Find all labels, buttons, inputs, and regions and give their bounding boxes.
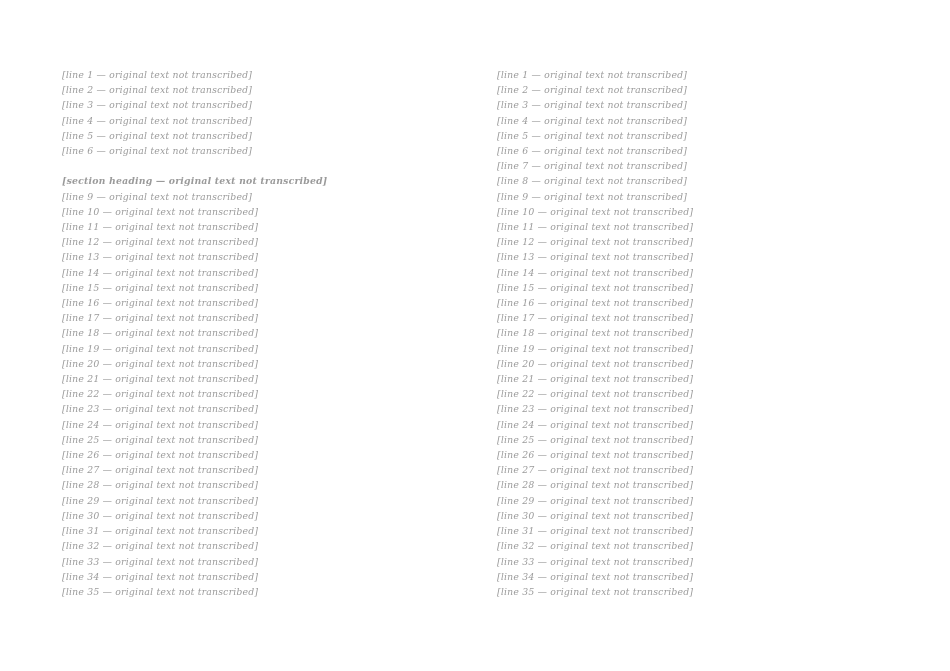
text-line: [line 34 — original text not transcribed] [497, 571, 694, 583]
text-line: [line 33 — original text not transcribed] [62, 556, 259, 568]
text-line: [line 31 — original text not transcribed] [62, 526, 259, 538]
text-line: [line 24 — original text not transcribed] [62, 419, 259, 431]
text-line: [line 7 — original text not transcribed] [497, 161, 688, 173]
left-column [62, 68, 463, 651]
text-line: [line 15 — original text not transcribed] [62, 282, 259, 294]
text-line: [line 9 — original text not transcribed] [497, 191, 688, 203]
text-line: [line 13 — original text not transcribed] [62, 252, 259, 264]
text-line: [line 17 — original text not transcribed] [62, 313, 259, 325]
text-line: [line 11 — original text not transcribed] [497, 222, 694, 234]
text-line: [line 12 — original text not transcribed] [62, 237, 259, 249]
text-line: [line 2 — original text not transcribed] [497, 85, 688, 97]
text-line: [line 26 — original text not transcribed] [497, 450, 694, 462]
text-line: [line 13 — original text not transcribed] [497, 252, 694, 264]
text-line: [line 24 — original text not transcribed] [497, 419, 694, 431]
text-line: [line 18 — original text not transcribed] [62, 328, 259, 340]
text-line: [line 3 — original text not transcribed] [62, 100, 253, 112]
text-line: [line 29 — original text not transcribed] [62, 495, 259, 507]
text-line: [line 5 — original text not transcribed] [497, 130, 688, 142]
text-line: [line 31 — original text not transcribed] [497, 526, 694, 538]
text-line: [line 34 — original text not transcribed] [62, 571, 259, 583]
section-heading: [section heading — original text not transcribed] [62, 176, 328, 188]
text-line: [line 32 — original text not transcribed] [62, 541, 259, 553]
text-line: [line 28 — original text not transcribed] [62, 480, 259, 492]
text-line: [line 33 — original text not transcribed] [497, 556, 694, 568]
text-line: [line 19 — original text not transcribed] [497, 343, 694, 355]
text-line: [line 22 — original text not transcribed] [497, 389, 694, 401]
text-line: [line 16 — original text not transcribed] [62, 298, 259, 310]
text-line: [line 2 — original text not transcribed] [62, 85, 253, 97]
text-line: [line 35 — original text not transcribed] [62, 586, 259, 598]
text-line: [line 6 — original text not transcribed] [62, 146, 253, 158]
text-line: [line 27 — original text not transcribed] [62, 465, 259, 477]
text-line: [line 27 — original text not transcribed] [497, 465, 694, 477]
text-line: [line 19 — original text not transcribed] [62, 343, 259, 355]
text-line: [line 16 — original text not transcribed] [497, 298, 694, 310]
text-line: [line 23 — original text not transcribed] [62, 404, 259, 416]
text-line: [line 4 — original text not transcribed] [497, 115, 688, 127]
text-line: [line 5 — original text not transcribed] [62, 130, 253, 142]
text-line: [line 1 — original text not transcribed] [62, 70, 253, 81]
text-line: [line 35 — original text not transcribed] [497, 586, 694, 598]
text-line: [line 32 — original text not transcribed] [497, 541, 694, 553]
text-line: [line 22 — original text not transcribed] [62, 389, 259, 401]
text-line: [line 11 — original text not transcribed] [62, 222, 259, 234]
text-line: [line 6 — original text not transcribed] [497, 146, 688, 158]
text-line: [line 21 — original text not transcribed] [497, 374, 694, 386]
text-line: [line 9 — original text not transcribed] [62, 191, 253, 203]
text-line: [line 14 — original text not transcribed] [497, 267, 694, 279]
text-line: [line 4 — original text not transcribed] [62, 115, 253, 127]
text-line: [line 14 — original text not transcribed] [62, 267, 259, 279]
text-line: [line 18 — original text not transcribed] [497, 328, 694, 340]
text-line: [line 21 — original text not transcribed] [62, 374, 259, 386]
text-line: [line 20 — original text not transcribed] [62, 358, 259, 370]
text-line: [line 28 — original text not transcribed] [497, 480, 694, 492]
text-line: [line 15 — original text not transcribed] [497, 282, 694, 294]
text-line: [line 25 — original text not transcribed] [497, 434, 694, 446]
text-line: [line 1 — original text not transcribed] [497, 70, 688, 81]
text-line [62, 159, 463, 174]
text-line: [line 30 — original text not transcribed] [497, 510, 694, 522]
text-line: [line 23 — original text not transcribed] [497, 404, 694, 416]
text-line: [line 10 — original text not transcribed] [497, 206, 694, 218]
text-line: [line 12 — original text not transcribed] [497, 237, 694, 249]
text-line: [line 17 — original text not transcribed] [497, 313, 694, 325]
text-line: [line 29 — original text not transcribed] [497, 495, 694, 507]
right-column [497, 68, 898, 651]
text-line: [line 10 — original text not transcribed] [62, 206, 259, 218]
text-line: [line 8 — original text not transcribed] [497, 176, 688, 188]
text-line: [line 25 — original text not transcribed] [62, 434, 259, 446]
text-line: [line 26 — original text not transcribed] [62, 450, 259, 462]
text-line: [line 30 — original text not transcribed] [62, 510, 259, 522]
text-line: [line 20 — original text not transcribed] [497, 358, 694, 370]
text-line: [line 3 — original text not transcribed] [497, 100, 688, 112]
